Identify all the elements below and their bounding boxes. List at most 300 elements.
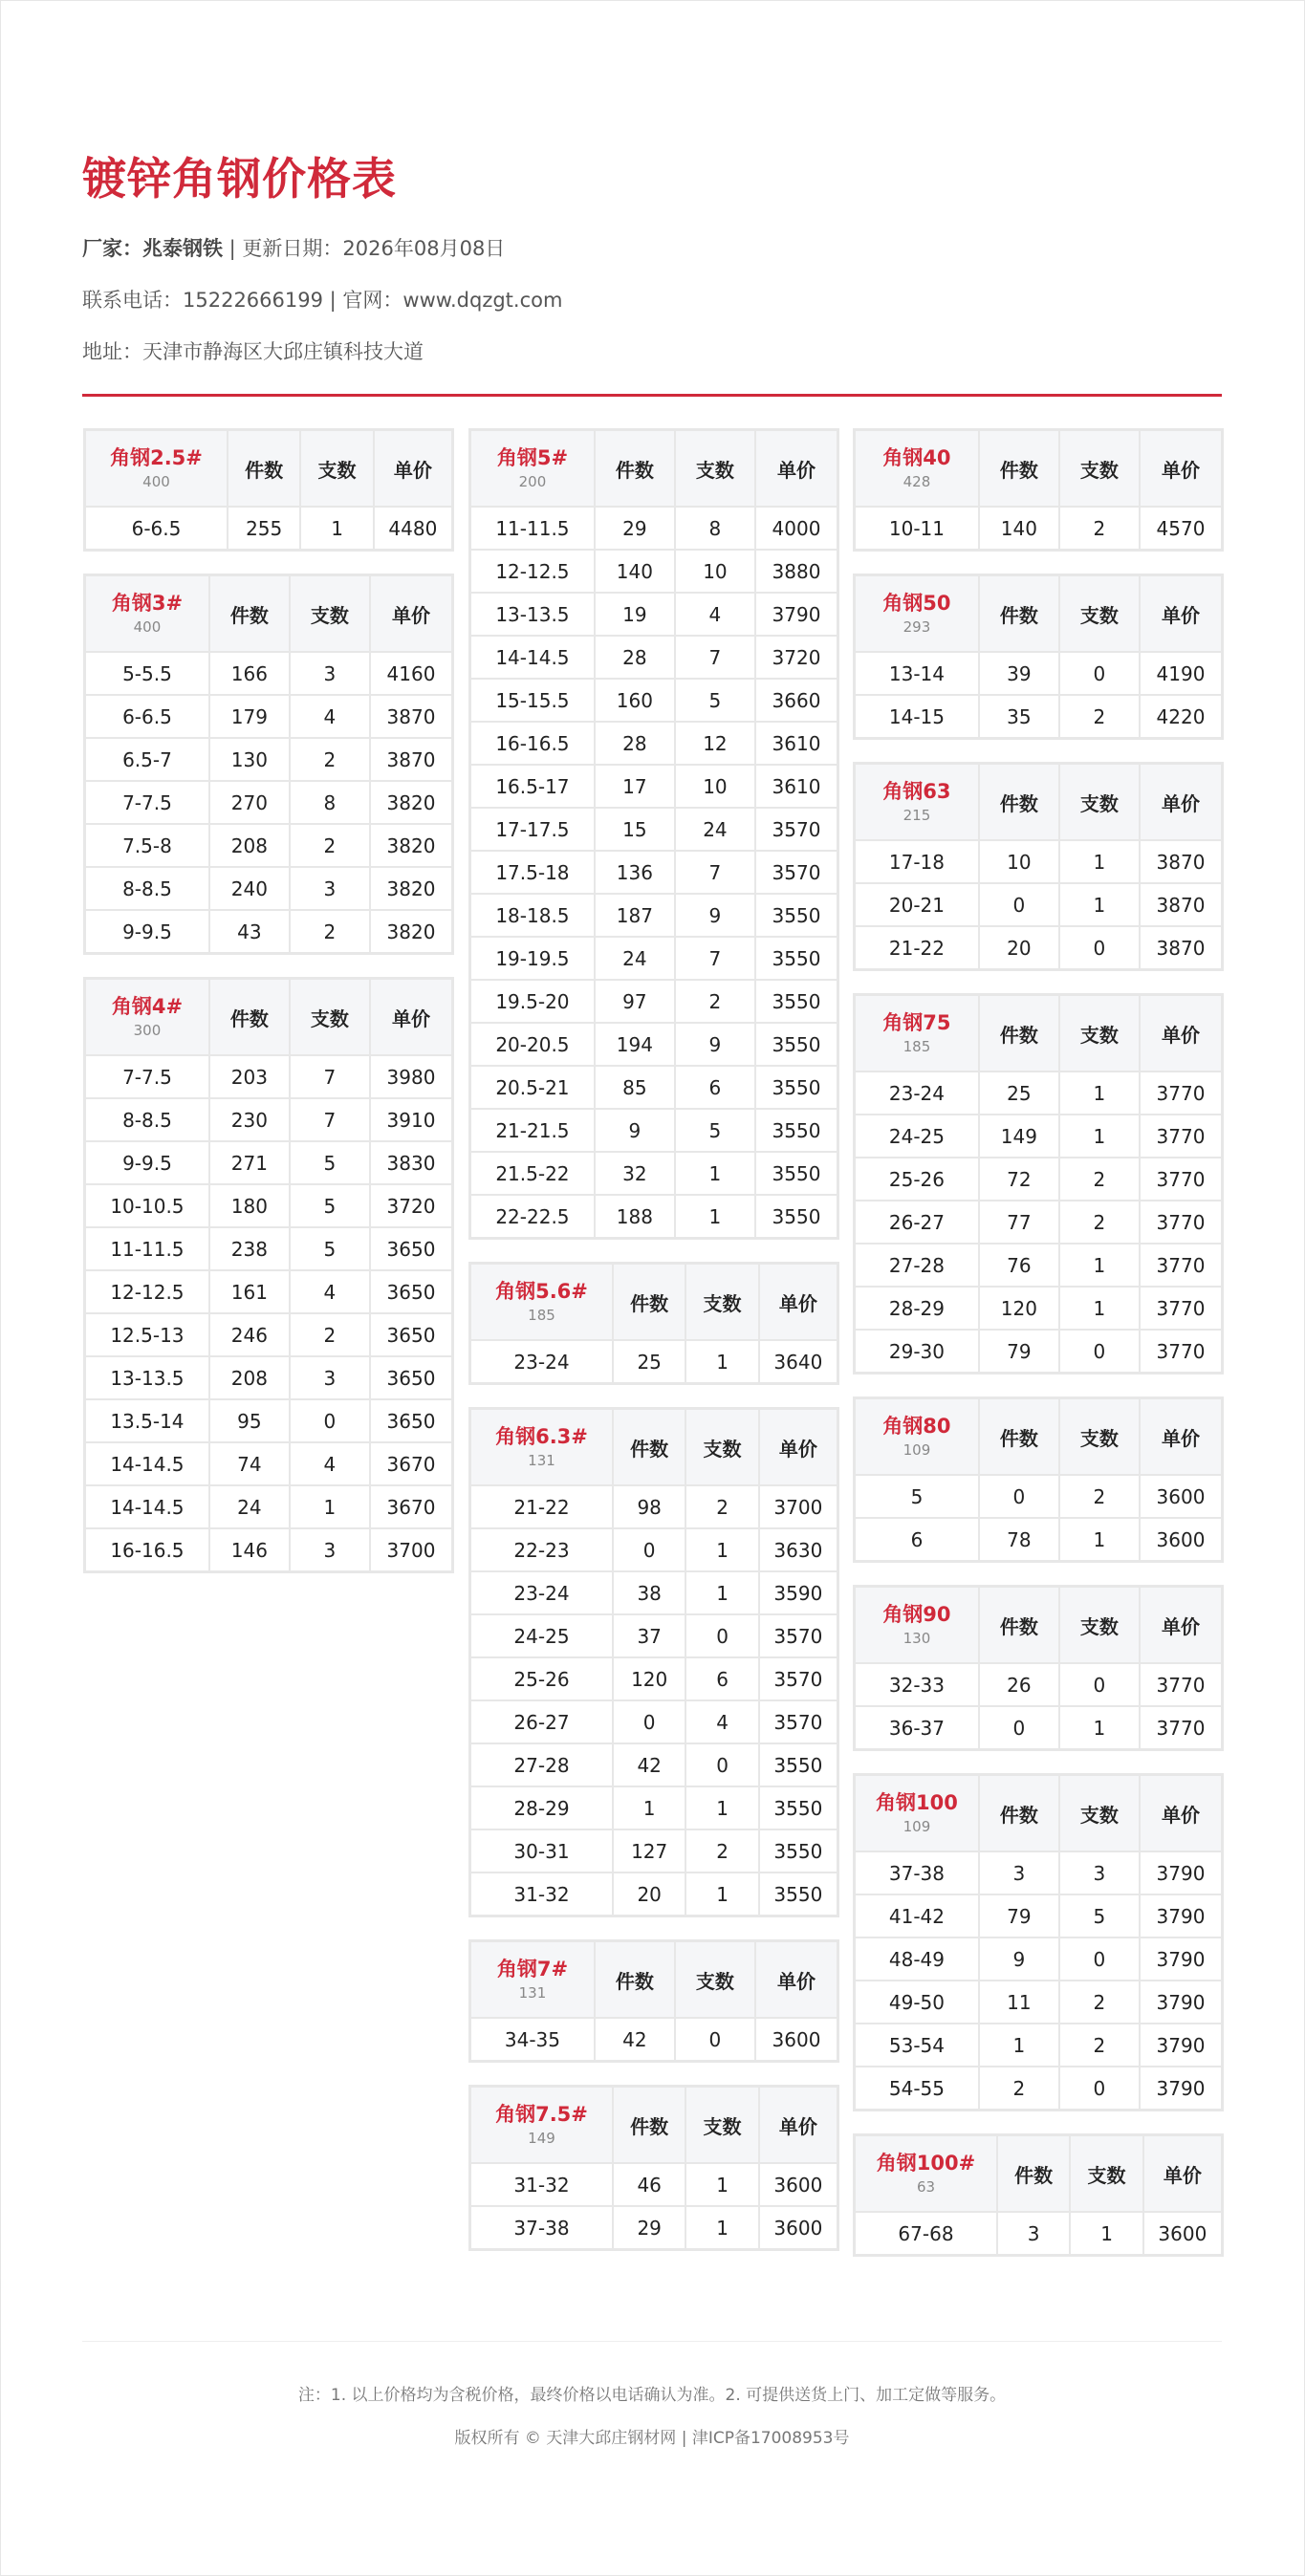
spec-cell: 6	[856, 1519, 980, 1560]
pieces-cell: 7	[291, 1099, 371, 1142]
group-header	[471, 2088, 614, 2164]
spec-cell: 13-14	[856, 653, 980, 696]
table-row	[471, 1024, 837, 1067]
group-header	[471, 1942, 596, 2019]
pieces-cell: 2	[676, 981, 756, 1024]
group-subtitle: 200	[518, 473, 547, 490]
price-cell: 3650	[371, 1357, 451, 1400]
count-cell: 20	[980, 927, 1060, 968]
spec-cell: 13.5-14	[86, 1400, 210, 1443]
table-row	[856, 696, 1221, 737]
count-column-header: 件数	[980, 1776, 1060, 1852]
price-cell: 3570	[760, 1701, 837, 1744]
count-cell: 1	[980, 2024, 1060, 2067]
count-cell: 35	[980, 696, 1060, 737]
group-name: 角钢2.5#	[110, 446, 203, 469]
pieces-cell: 10	[676, 551, 756, 594]
spec-cell: 14-14.5	[86, 1443, 210, 1486]
table-row	[471, 981, 837, 1024]
pieces-cell: 2	[1060, 508, 1141, 549]
group-subtitle: 293	[903, 618, 931, 636]
table-row	[471, 1615, 837, 1658]
pieces-cell: 1	[1060, 1519, 1141, 1560]
count-cell: 95	[210, 1400, 291, 1443]
price-cell: 3590	[760, 1572, 837, 1615]
table-row	[86, 1142, 451, 1185]
group-header	[856, 1776, 980, 1852]
pieces-cell: 3	[291, 653, 371, 696]
price-cell: 4000	[756, 508, 837, 551]
table-row	[86, 1185, 451, 1228]
count-cell: 3	[998, 2213, 1071, 2254]
price-cell: 3600	[1156, 1527, 1206, 1551]
table-row	[86, 1400, 451, 1443]
pieces-column-header: 支数	[301, 431, 374, 508]
count-cell: 271	[210, 1142, 291, 1185]
pieces-cell: 1	[301, 508, 374, 549]
count-cell: 10	[980, 841, 1060, 884]
pieces-cell: 1	[686, 1572, 759, 1615]
price-cell: 3790	[1141, 1852, 1221, 1895]
table-row	[856, 1519, 1221, 1560]
group-header	[856, 576, 980, 653]
pieces-cell: 1	[686, 1341, 759, 1382]
spec-cell: 19.5-20	[471, 981, 596, 1024]
table-row	[471, 1153, 837, 1196]
price-cell: 3770	[1141, 1072, 1221, 1115]
spec-cell: 9-9.5	[86, 1142, 210, 1185]
pieces-cell: 0	[676, 2019, 756, 2060]
table-row	[471, 766, 837, 809]
price-cell: 3790	[1141, 1938, 1221, 1981]
count-cell: 78	[980, 1519, 1060, 1560]
pieces-column-header: 支数	[291, 980, 371, 1056]
pieces-cell: 1	[1071, 2213, 1143, 2254]
pieces-cell: 7	[676, 852, 756, 895]
count-column-header: 件数	[210, 576, 291, 653]
spec-cell: 16-16.5	[86, 1529, 210, 1570]
pieces-cell: 1	[686, 1787, 759, 1830]
table-row	[86, 1056, 451, 1099]
pieces-cell: 1	[676, 1196, 756, 1237]
count-column-header: 件数	[228, 431, 301, 508]
table-row	[86, 1443, 451, 1486]
group-name: 角钢5#	[496, 446, 569, 469]
price-table	[83, 574, 454, 955]
spec-cell: 6.5-7	[86, 739, 210, 782]
spec-cell: 16.5-17	[471, 766, 596, 809]
spec-cell: 13-13.5	[471, 594, 596, 637]
table-row	[471, 1196, 837, 1237]
spec-cell: 34-35	[471, 2019, 596, 2060]
count-cell: 0	[614, 1529, 686, 1572]
table-row	[856, 1981, 1221, 2024]
table-row	[856, 1707, 1221, 1748]
price-column-header: 单价	[375, 431, 451, 508]
spec-cell: 13-13.5	[86, 1357, 210, 1400]
count-cell: 98	[614, 1486, 686, 1529]
table-row	[856, 1664, 1221, 1707]
count-column-header: 件数	[614, 2088, 686, 2164]
table-row	[856, 841, 1221, 884]
count-cell: 24	[210, 1486, 291, 1529]
count-cell: 127	[614, 1830, 686, 1873]
price-cell: 3720	[756, 637, 837, 680]
spec-cell: 6-6.5	[86, 508, 228, 549]
spec-cell: 31-32	[471, 2164, 614, 2207]
price-cell: 3550	[760, 1744, 837, 1787]
column-right	[853, 428, 1224, 2279]
price-cell: 3550	[756, 895, 837, 938]
price-table	[853, 993, 1224, 1375]
count-cell: 43	[210, 911, 291, 952]
count-column-header: 件数	[614, 1410, 686, 1486]
price-cell: 3570	[756, 852, 837, 895]
price-table	[468, 1939, 839, 2063]
group-name: 角钢90	[882, 1603, 951, 1626]
price-column-header: 单价	[1141, 996, 1221, 1072]
count-cell: 42	[614, 1744, 686, 1787]
pieces-cell: 1	[686, 2164, 759, 2207]
price-cell: 3650	[371, 1314, 451, 1357]
table-row	[471, 1067, 837, 1110]
pieces-cell: 0	[1060, 927, 1141, 968]
price-cell: 3550	[756, 1110, 837, 1153]
pieces-cell: 1	[1060, 1115, 1141, 1158]
count-cell: 42	[596, 2019, 676, 2060]
table-row	[856, 1476, 1221, 1519]
price-cell: 3650	[371, 1271, 451, 1314]
price-cell: 3820	[386, 920, 436, 943]
table-row	[86, 739, 451, 782]
price-cell: 3650	[371, 1228, 451, 1271]
group-header	[856, 1399, 980, 1476]
pieces-cell: 3	[1060, 1852, 1141, 1895]
pieces-column-header: 支数	[686, 1265, 759, 1341]
price-table	[83, 977, 454, 1573]
pieces-cell: 3	[291, 868, 371, 911]
price-cell: 3820	[371, 825, 451, 868]
spec-cell: 30-31	[471, 1830, 614, 1873]
spec-cell: 15-15.5	[471, 680, 596, 723]
pieces-cell: 0	[291, 1400, 371, 1443]
pieces-cell: 9	[676, 895, 756, 938]
count-cell: 39	[980, 653, 1060, 696]
table-row	[86, 1357, 451, 1400]
spec-cell: 26-27	[471, 1701, 614, 1744]
price-cell: 3610	[756, 723, 837, 766]
price-cell: 3610	[756, 766, 837, 809]
count-cell: 72	[980, 1158, 1060, 1201]
table-row	[86, 1529, 451, 1570]
price-cell: 3630	[760, 1529, 837, 1572]
pieces-cell: 2	[686, 1830, 759, 1873]
table-row	[86, 911, 451, 952]
pieces-cell: 1	[1060, 884, 1141, 927]
price-cell: 3770	[1141, 1664, 1221, 1707]
count-cell: 25	[614, 1341, 686, 1382]
price-cell: 3550	[772, 1204, 821, 1228]
table-row	[856, 884, 1221, 927]
count-cell: 120	[614, 1658, 686, 1701]
pieces-cell: 2	[1060, 1201, 1141, 1245]
table-row	[471, 1787, 837, 1830]
spec-cell: 6-6.5	[86, 696, 210, 739]
pieces-cell: 0	[1060, 1938, 1141, 1981]
price-column-header: 单价	[760, 1265, 837, 1341]
price-column-header: 单价	[1141, 431, 1221, 508]
pieces-column-header: 支数	[1060, 765, 1141, 841]
pieces-cell: 6	[676, 1067, 756, 1110]
table-row	[86, 1486, 451, 1529]
price-column-header: 单价	[760, 2088, 837, 2164]
price-cell: 3770	[1141, 1245, 1221, 1288]
table-row	[86, 868, 451, 911]
pieces-cell: 0	[1060, 1331, 1141, 1372]
factory-info	[82, 233, 1222, 264]
spec-cell: 7-7.5	[86, 782, 210, 825]
address-info: 地址：天津市静海区大邱庄镇科技大道	[82, 340, 424, 363]
pieces-cell: 2	[1060, 1158, 1141, 1201]
price-cell: 3550	[760, 1787, 837, 1830]
spec-cell: 21.5-22	[471, 1153, 596, 1196]
spec-cell: 8-8.5	[86, 868, 210, 911]
price-table	[468, 1407, 839, 1917]
count-cell: 203	[210, 1056, 291, 1099]
table-row	[856, 1158, 1221, 1201]
count-column-header: 件数	[980, 1399, 1060, 1476]
spec-cell: 20-20.5	[471, 1024, 596, 1067]
pieces-column-header: 支数	[1060, 996, 1141, 1072]
price-cell: 3790	[756, 594, 837, 637]
price-cell: 3550	[756, 1153, 837, 1196]
price-cell: 4190	[1141, 653, 1221, 696]
spec-cell: 12.5-13	[86, 1314, 210, 1357]
count-cell: 76	[980, 1245, 1060, 1288]
price-cell: 3550	[756, 938, 837, 981]
table-row	[86, 1099, 451, 1142]
price-table	[853, 2133, 1224, 2257]
group-header	[86, 980, 210, 1056]
price-cell: 3790	[1141, 1981, 1221, 2024]
page-header	[82, 145, 1222, 367]
pieces-cell: 9	[676, 1024, 756, 1067]
spec-cell: 20.5-21	[471, 1067, 596, 1110]
price-cell: 4220	[1156, 704, 1206, 728]
group-subtitle: 149	[528, 2130, 555, 2147]
table-row	[86, 696, 451, 739]
group-subtitle: 400	[133, 618, 162, 636]
price-cell: 3550	[756, 1024, 837, 1067]
count-cell: 136	[596, 852, 676, 895]
pieces-cell: 1	[676, 1153, 756, 1196]
spec-cell: 12-12.5	[471, 551, 596, 594]
table-row	[856, 1072, 1221, 1115]
count-cell: 11	[980, 1981, 1060, 2024]
count-cell: 46	[614, 2164, 686, 2207]
page-title: 镀锌角钢价格表	[82, 153, 397, 205]
count-cell: 37	[614, 1615, 686, 1658]
count-cell: 0	[614, 1701, 686, 1744]
spec-cell: 11-11.5	[86, 1228, 210, 1271]
price-cell: 3870	[1141, 841, 1221, 884]
count-column-header: 件数	[980, 1588, 1060, 1664]
pieces-column-header: 支数	[1060, 431, 1141, 508]
table-row	[856, 2067, 1221, 2109]
count-cell: 26	[980, 1664, 1060, 1707]
pieces-column-header: 支数	[1060, 1776, 1141, 1852]
pieces-column-header: 支数	[1060, 576, 1141, 653]
count-cell: 28	[596, 723, 676, 766]
pieces-cell: 6	[686, 1658, 759, 1701]
pieces-cell: 8	[676, 508, 756, 551]
price-cell: 3700	[386, 1538, 436, 1562]
price-cell: 3870	[371, 739, 451, 782]
pieces-cell: 0	[1060, 1664, 1141, 1707]
count-cell: 0	[980, 1707, 1060, 1748]
price-table	[853, 762, 1224, 971]
table-row	[471, 594, 837, 637]
pieces-cell: 5	[291, 1185, 371, 1228]
count-cell: 230	[210, 1099, 291, 1142]
price-cell: 4480	[388, 516, 438, 540]
spec-cell: 21-21.5	[471, 1110, 596, 1153]
count-cell: 187	[596, 895, 676, 938]
count-cell: 77	[980, 1201, 1060, 1245]
spec-cell: 23-24	[471, 1572, 614, 1615]
spec-cell: 17.5-18	[471, 852, 596, 895]
spec-cell: 48-49	[856, 1938, 980, 1981]
pieces-cell: 4	[686, 1701, 759, 1744]
table-row	[471, 1341, 837, 1382]
group-subtitle: 63	[916, 2178, 936, 2196]
price-cell: 3980	[371, 1056, 451, 1099]
table-row	[86, 782, 451, 825]
group-subtitle: 130	[903, 1630, 931, 1647]
pieces-cell: 2	[686, 1486, 759, 1529]
count-cell: 25	[980, 1072, 1060, 1115]
count-cell: 9	[980, 1938, 1060, 1981]
table-row	[86, 508, 451, 549]
group-name: 角钢50	[882, 592, 951, 615]
count-cell: 20	[614, 1873, 686, 1915]
table-row	[856, 1852, 1221, 1895]
pieces-cell: 5	[1060, 1895, 1141, 1938]
spec-cell: 10-10.5	[86, 1185, 210, 1228]
price-cell: 3830	[371, 1142, 451, 1185]
price-column-header: 单价	[756, 431, 837, 508]
price-table	[853, 428, 1224, 552]
pieces-cell: 0	[686, 1615, 759, 1658]
count-cell: 179	[210, 696, 291, 739]
table-row	[471, 1744, 837, 1787]
pieces-cell: 24	[676, 809, 756, 852]
table-row	[471, 551, 837, 594]
price-cell: 3660	[756, 680, 837, 723]
spec-cell: 22-22.5	[471, 1196, 596, 1237]
group-subtitle: 131	[518, 1984, 547, 2002]
column-left	[83, 428, 454, 1595]
pieces-cell: 2	[291, 739, 371, 782]
count-column-header: 件数	[210, 980, 291, 1056]
group-name: 角钢75	[882, 1011, 951, 1034]
table-row	[856, 1115, 1221, 1158]
spec-cell: 19-19.5	[471, 938, 596, 981]
count-cell: 140	[596, 551, 676, 594]
footer-copyright: 版权所有 © 天津大邱庄钢材网 | 津ICP备17008953号	[454, 2429, 850, 2448]
spec-cell: 14-15	[856, 696, 980, 737]
count-column-header: 件数	[980, 996, 1060, 1072]
table-row	[471, 723, 837, 766]
price-cell: 3770	[1141, 1201, 1221, 1245]
count-cell: 146	[210, 1529, 291, 1570]
pieces-column-header: 支数	[1071, 2136, 1143, 2213]
price-cell: 3910	[371, 1099, 451, 1142]
pieces-cell: 1	[686, 1873, 759, 1915]
spec-cell: 31-32	[471, 1873, 614, 1915]
price-cell: 3550	[773, 1882, 823, 1906]
price-table	[853, 1396, 1224, 1563]
spec-cell: 27-28	[471, 1744, 614, 1787]
price-column-header: 单价	[371, 980, 451, 1056]
spec-cell: 28-29	[856, 1288, 980, 1331]
spec-cell: 7.5-8	[86, 825, 210, 868]
pieces-cell: 5	[291, 1228, 371, 1271]
price-cell: 3640	[773, 1350, 823, 1374]
group-name: 角钢63	[882, 780, 951, 803]
group-subtitle: 131	[528, 1452, 555, 1469]
table-row	[856, 1201, 1221, 1245]
count-cell: 1	[614, 1787, 686, 1830]
pieces-cell: 2	[1060, 696, 1141, 737]
group-header	[86, 431, 228, 508]
pieces-cell: 0	[1060, 653, 1141, 696]
table-row	[471, 1873, 837, 1915]
update-date: | 更新日期：2026年08月08日	[223, 237, 506, 260]
count-cell: 85	[596, 1067, 676, 1110]
spec-cell: 11-11.5	[471, 508, 596, 551]
pieces-cell: 2	[1060, 1476, 1141, 1519]
pieces-cell: 5	[291, 1142, 371, 1185]
price-column-header: 单价	[1141, 1588, 1221, 1664]
count-cell: 240	[210, 868, 291, 911]
group-header	[856, 431, 980, 508]
count-cell: 161	[210, 1271, 291, 1314]
group-subtitle: 185	[528, 1307, 555, 1324]
price-table	[468, 1262, 839, 1385]
spec-cell: 24-25	[471, 1615, 614, 1658]
contact-info: 联系电话：15222666199 | 官网：www.dqzgt.com	[82, 289, 563, 312]
price-cell: 3790	[1141, 2024, 1221, 2067]
table-row	[471, 2164, 837, 2207]
count-cell: 180	[210, 1185, 291, 1228]
group-name: 角钢3#	[111, 592, 184, 615]
table-row	[856, 1938, 1221, 1981]
table-row	[856, 1331, 1221, 1372]
price-cell: 3670	[371, 1486, 451, 1529]
price-cell: 3600	[773, 2216, 823, 2240]
count-cell: 24	[596, 938, 676, 981]
price-column-header: 单价	[1144, 2136, 1221, 2213]
table-row	[86, 653, 451, 696]
count-cell: 130	[210, 739, 291, 782]
table-row	[471, 938, 837, 981]
spec-cell: 24-25	[856, 1115, 980, 1158]
spec-cell: 29-30	[856, 1331, 980, 1372]
group-subtitle: 300	[133, 1022, 162, 1039]
group-header	[856, 996, 980, 1072]
pieces-cell: 10	[676, 766, 756, 809]
